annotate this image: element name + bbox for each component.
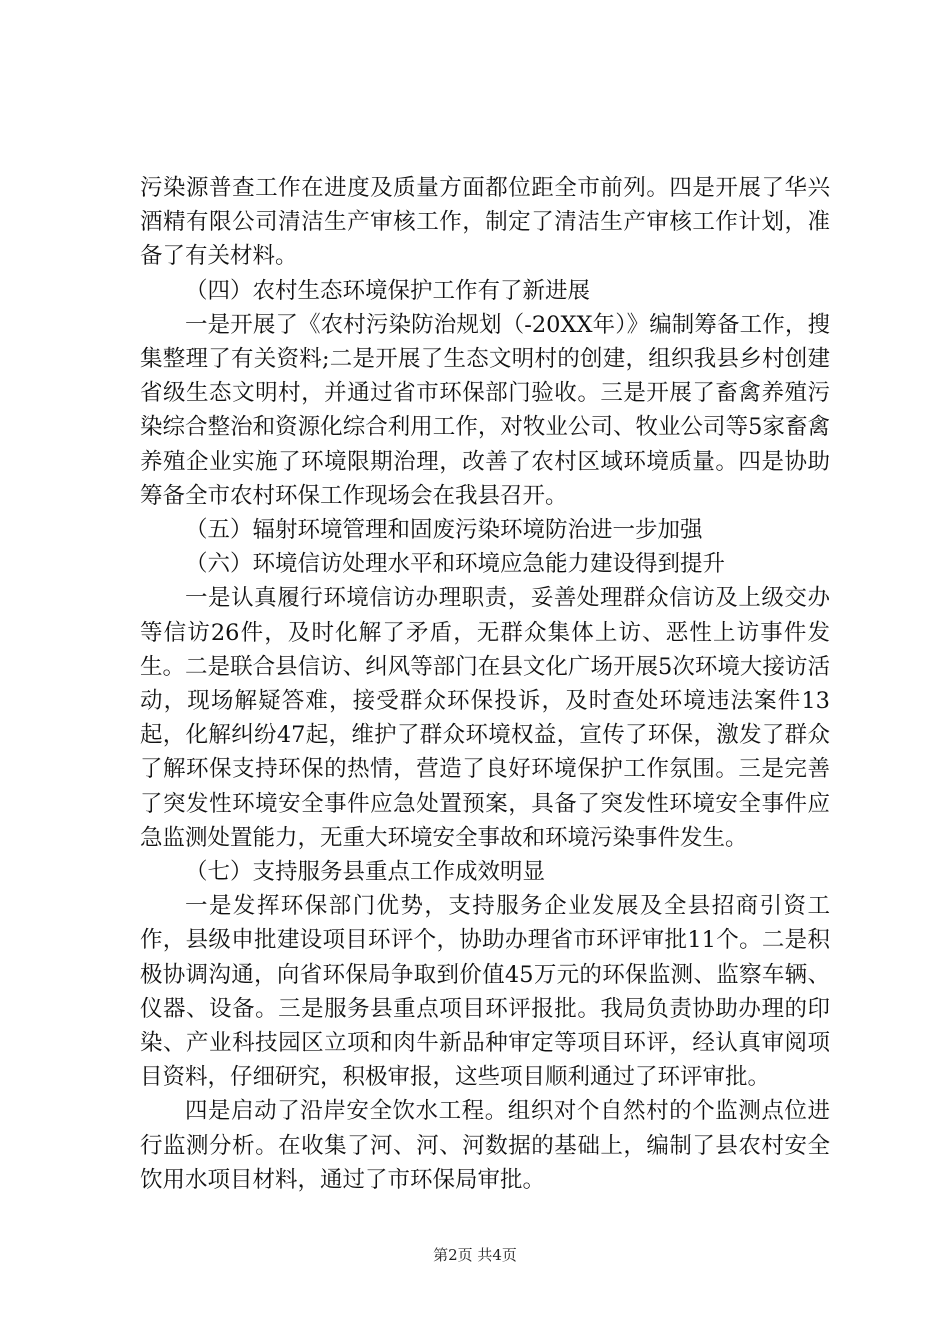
section-heading-5: （五）辐射环境管理和固废污染环境防治进一步加强: [185, 517, 703, 544]
paragraph-1: 污染源普查工作在进度及质量方面都位距全市前列。四是开展了华兴酒精有限公司清洁生产审核工作，制定了清洁生产审核工作计划，准备了有关材料。: [140, 175, 830, 270]
document-body: [140, 171, 830, 1197]
section-heading-6: （六）环境信访处理水平和环境应急能力建设得到提升: [185, 551, 726, 578]
section-heading-7: （七）支持服务县重点工作成效明显: [185, 859, 546, 886]
section-heading-4: （四）农村生态环境保护工作有了新进展: [185, 277, 591, 304]
paragraph-4: 一是发挥环保部门优势，支持服务企业发展及全县招商引资工作，县级申批建设项目环评个，协助办理省市环评审批11个。二是积极协调沟通，向省环保局争取到价值45万元的环保监测、监察车辆、仪器、设备。三是服务县重点项目环评报批。我局负责协助办理的印染、产业科技园区立项和肉牛新品种审定等项目环评，经认真审阅项目资料，仔细研究，积极审报，这些项目顺利通过了环评审批。: [140, 893, 830, 1091]
paragraph-5: 四是启动了沿岸安全饮水工程。组织对个自然村的个监测点位进行监测分析。在收集了河、河、河数据的基础上，编制了县农村安全饮用水项目材料，通过了市环保局审批。: [140, 1098, 830, 1193]
paragraph-2: 一是开展了《农村污染防治规划（-20XX年）》编制筹备工作，搜集整理了有关资料;二是开展了生态文明村的创建，组织我县乡村创建省级生态文明村，并通过省市环保部门验收。三是开展了畜禽养殖污染综合整治和资源化综合利用工作，对牧业公司、牧业公司等5家畜禽养殖企业实施了环境限期治理，改善了农村区域环境质量。四是协助筹备全市农村环保工作现场会在我县召开。: [140, 311, 830, 509]
page-footer: 第2页 共4页: [433, 1246, 517, 1264]
paragraph-3: 一是认真履行环境信访办理职责，妥善处理群众信访及上级交办等信访26件，及时化解了矛盾，无群众集体上访、恶性上访事件发生。二是联合县信访、纠风等部门在县文化广场开展5次环境大接访活动，现场解疑答难，接受群众环保投诉，及时查处环境违法案件13起，化解纠纷47起，维护了群众环境权益，宣传了环保，激发了群众了解环保支持环保的热情，营造了良好环境保护工作氛围。三是完善了突发性环境安全事件应急处置预案，具备了突发性环境安全事件应急监测处置能力，无重大环境安全事故和环境污染事件发生。: [140, 585, 830, 851]
